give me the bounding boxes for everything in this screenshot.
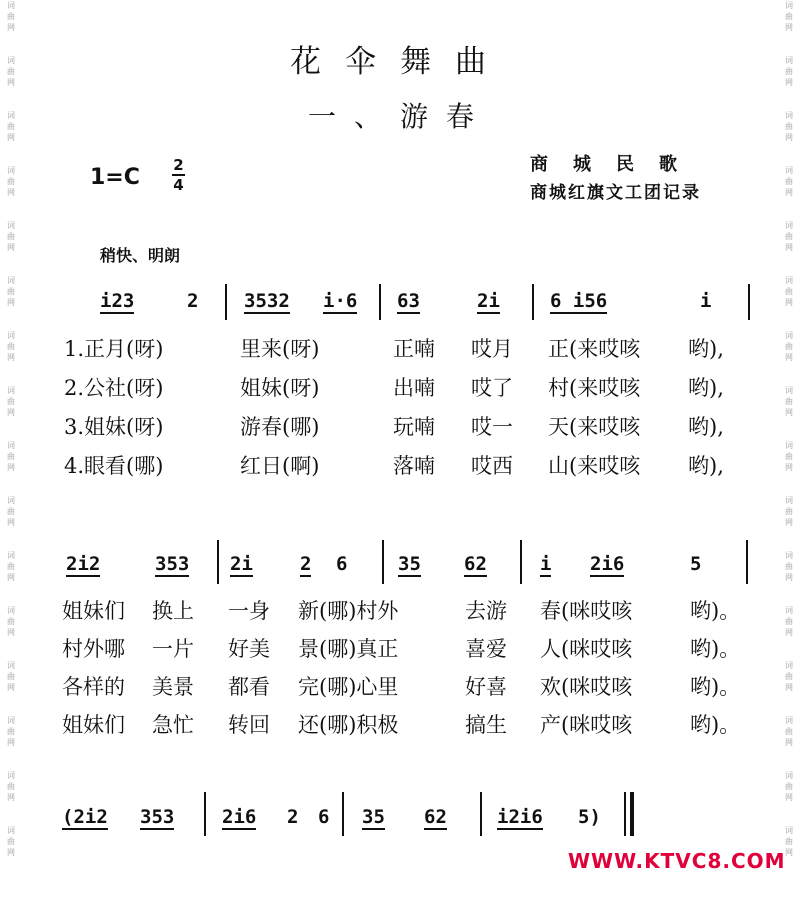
bar-line [225, 284, 227, 320]
note-group: 353 [140, 806, 175, 828]
site-watermark: WWW.KTVC8.COM [568, 849, 786, 873]
side-watermark-char: 网 [7, 243, 15, 252]
side-watermark-char: 词 [7, 826, 15, 835]
side-watermark-char: 词 [785, 716, 793, 725]
side-watermark-char: 网 [7, 23, 15, 32]
side-watermark-char: 网 [7, 408, 15, 417]
side-watermark-char: 曲 [785, 122, 793, 131]
side-watermark-char: 词 [7, 551, 15, 560]
side-watermark-char: 曲 [7, 452, 15, 461]
side-watermark-char: 词 [7, 661, 15, 670]
notation-row-1 [0, 290, 800, 330]
side-watermark-char: 网 [7, 188, 15, 197]
note-group: 2i [230, 553, 253, 575]
note-group: 63 [397, 290, 420, 312]
side-watermark-char: 曲 [785, 287, 793, 296]
note-group: 35 [362, 806, 385, 828]
side-watermark-char: 网 [785, 133, 793, 142]
lyric-segment: 转回 [228, 713, 270, 737]
lyric-segment: 村外哪 [62, 637, 125, 661]
notation-row-3 [0, 806, 800, 846]
verse-line-3 [0, 411, 800, 443]
bar-line [748, 284, 750, 320]
side-watermark-char: 网 [785, 298, 793, 307]
lyric-segment: 人(咪哎咳 [540, 637, 633, 661]
side-watermark-char: 网 [7, 573, 15, 582]
side-watermark-char: 网 [785, 23, 793, 32]
side-watermark-char: 词 [7, 331, 15, 340]
bar-line [746, 540, 748, 584]
side-watermark-char: 曲 [7, 397, 15, 406]
lyric-segment: 哎一 [471, 415, 513, 439]
side-watermark-char: 词 [7, 1, 15, 10]
side-watermark-char: 曲 [785, 342, 793, 351]
lyric-segment: 各样的 [62, 675, 125, 699]
song-subtitle: 一、游春 [307, 100, 492, 133]
lyric-segment: 急忙 [152, 713, 194, 737]
note-group: 2i6 [222, 806, 257, 828]
bar-line [532, 284, 534, 320]
side-watermark-char: 曲 [785, 782, 793, 791]
repeat-bar-thick [630, 792, 634, 836]
lyric-segment: 哟)。 [690, 637, 741, 661]
side-watermark-char: 词 [785, 276, 793, 285]
side-watermark-char: 词 [785, 826, 793, 835]
note-group: 2i6 [590, 553, 625, 575]
side-watermark-char: 词 [785, 551, 793, 560]
lyric-segment: 哟), [688, 376, 724, 400]
side-watermark-char: 网 [7, 738, 15, 747]
note-group: 2 [187, 290, 199, 312]
lyric-segment: 哎了 [471, 376, 513, 400]
lyric-segment: 天(来哎咳 [548, 415, 641, 439]
credit-recorder: 商城红旗文工团记录 [530, 183, 701, 203]
side-watermark-char: 网 [785, 463, 793, 472]
lyric-segment: 4.眼看(哪) [64, 454, 164, 478]
lyric-segment: 玩喃 [393, 415, 435, 439]
side-watermark-char: 词 [7, 221, 15, 230]
note-group: i [700, 290, 712, 312]
note-group: 2 [287, 806, 299, 828]
side-watermark-char: 词 [785, 111, 793, 120]
lyric-segment: 落喃 [393, 454, 435, 478]
lyric-segment: 出喃 [393, 376, 435, 400]
side-watermark-char: 曲 [785, 562, 793, 571]
side-watermark-char: 曲 [7, 12, 15, 21]
lyric-segment: 还(哪)积极 [298, 713, 399, 737]
lyric-segment: 完(哪)心里 [298, 675, 399, 699]
side-watermark-char: 词 [785, 331, 793, 340]
meter-top: 2 [173, 156, 184, 174]
verse2-line-4 [0, 709, 800, 741]
note-group: 6 [318, 806, 330, 828]
lyric-segment: 1.正月(呀) [64, 337, 164, 361]
note-group: 6 [336, 553, 348, 575]
lyric-segment: 3.姐妹(呀) [64, 415, 164, 439]
verse-line-1 [0, 333, 800, 365]
repeat-bar-thin [624, 792, 626, 836]
side-watermark-char: 曲 [785, 672, 793, 681]
side-watermark-char: 词 [7, 771, 15, 780]
side-watermark-char: 曲 [785, 232, 793, 241]
side-watermark-char: 曲 [785, 452, 793, 461]
verse2-line-2 [0, 633, 800, 665]
lyric-segment: 里来(呀) [240, 337, 320, 361]
note-group: 353 [155, 553, 190, 575]
side-watermark-char: 网 [785, 573, 793, 582]
side-watermark-char: 网 [7, 518, 15, 527]
side-watermark-char: 词 [7, 716, 15, 725]
side-watermark-char: 曲 [785, 177, 793, 186]
bar-line [204, 792, 206, 836]
bar-line [342, 792, 344, 836]
side-watermark-char: 词 [785, 221, 793, 230]
side-watermark-char: 曲 [785, 397, 793, 406]
verse2-line-1 [0, 595, 800, 627]
lyric-segment: 哎月 [471, 337, 513, 361]
lyric-segment: 一身 [228, 599, 270, 623]
side-watermark-char: 曲 [785, 67, 793, 76]
bar-line [480, 792, 482, 836]
lyric-segment: 姐妹们 [62, 713, 125, 737]
side-watermark-char: 曲 [7, 67, 15, 76]
lyric-segment: 好美 [228, 637, 270, 661]
bar-line [379, 284, 381, 320]
note-group: 2i2 [66, 553, 101, 575]
lyric-segment: 春(咪哎咳 [540, 599, 633, 623]
side-watermark-char: 曲 [785, 617, 793, 626]
side-watermark-char: 网 [785, 793, 793, 802]
side-watermark-char: 网 [7, 683, 15, 692]
side-watermark-char: 词 [785, 771, 793, 780]
lyric-segment: 哟), [688, 415, 724, 439]
note-group: 62 [424, 806, 447, 828]
lyric-segment: 姐妹(呀) [240, 376, 320, 400]
lyric-segment: 去游 [465, 599, 507, 623]
lyric-segment: 哟)。 [690, 675, 741, 699]
side-watermark-char: 曲 [7, 287, 15, 296]
bar-line [217, 540, 219, 584]
side-watermark-char: 网 [7, 463, 15, 472]
lyric-segment: 2.公社(呀) [64, 376, 164, 400]
lyric-segment: 都看 [228, 675, 270, 699]
lyric-segment: 景(哪)真正 [298, 637, 399, 661]
side-watermark-char: 曲 [785, 727, 793, 736]
lyric-segment: 好喜 [465, 675, 507, 699]
side-watermark-text [780, 495, 798, 528]
bar-line [382, 540, 384, 584]
side-watermark-char: 网 [785, 628, 793, 637]
side-watermark-char: 网 [785, 188, 793, 197]
lyric-segment: 产(咪哎咳 [540, 713, 633, 737]
note-group: 6 i56 [550, 290, 608, 312]
note-group: 2i [477, 290, 500, 312]
side-watermark-char: 网 [785, 518, 793, 527]
lyric-segment: 哟), [688, 454, 724, 478]
side-watermark-char: 网 [785, 848, 793, 857]
note-group: i [540, 553, 552, 575]
lyric-segment: 哟), [688, 337, 724, 361]
side-watermark-text [780, 770, 798, 803]
lyric-segment: 正喃 [393, 337, 435, 361]
side-watermark-char: 曲 [7, 562, 15, 571]
side-watermark-char: 词 [7, 386, 15, 395]
lyric-segment: 新(哪)村外 [298, 599, 399, 623]
side-watermark-char: 曲 [7, 837, 15, 846]
lyric-segment: 哟)。 [690, 599, 741, 623]
side-watermark-char: 曲 [7, 727, 15, 736]
lyric-segment: 红日(啊) [240, 454, 320, 478]
side-watermark-char: 词 [7, 496, 15, 505]
credit-origin: 商城民歌 [530, 154, 702, 175]
side-watermark-text [780, 220, 798, 253]
side-watermark-char: 曲 [7, 177, 15, 186]
tempo-marking: 稍快、明朗 [100, 246, 181, 265]
notation-row-2 [0, 553, 800, 593]
side-watermark-char: 曲 [785, 837, 793, 846]
note-group: 62 [464, 553, 487, 575]
note-group: 3532 [244, 290, 290, 312]
lyric-segment: 村(来哎咳 [548, 376, 641, 400]
side-watermark-char: 网 [785, 78, 793, 87]
verse2-line-3 [0, 671, 800, 703]
side-watermark-char: 曲 [7, 672, 15, 681]
side-watermark-char: 网 [7, 78, 15, 87]
note-group: 2 [300, 553, 312, 575]
lyric-segment: 欢(咪哎咳 [540, 675, 633, 699]
side-watermark-char: 网 [785, 243, 793, 252]
side-watermark-char: 词 [785, 56, 793, 65]
side-watermark-char: 网 [7, 848, 15, 857]
note-group: i2i6 [497, 806, 543, 828]
lyric-segment: 换上 [152, 599, 194, 623]
note-group: 35 [398, 553, 421, 575]
note-group: 5 [690, 553, 702, 575]
meter-bottom: 4 [173, 176, 184, 194]
time-signature [172, 157, 185, 193]
side-watermark-char: 词 [7, 56, 15, 65]
side-watermark-text [2, 0, 20, 33]
side-watermark-char: 曲 [7, 232, 15, 241]
side-watermark-char: 词 [7, 111, 15, 120]
verse-line-4 [0, 450, 800, 482]
lyric-segment: 正(来哎咳 [548, 337, 641, 361]
side-watermark-char: 曲 [7, 617, 15, 626]
lyric-segment: 搞生 [465, 713, 507, 737]
side-watermark-char: 曲 [785, 507, 793, 516]
side-watermark-char: 词 [7, 606, 15, 615]
side-watermark-char: 曲 [785, 12, 793, 21]
side-watermark-char: 网 [7, 298, 15, 307]
side-watermark-char: 词 [785, 386, 793, 395]
lyric-segment: 哟)。 [690, 713, 741, 737]
verse-line-2 [0, 372, 800, 404]
lyric-segment: 美景 [152, 675, 194, 699]
side-watermark-char: 曲 [7, 782, 15, 791]
note-group: i·6 [323, 290, 358, 312]
side-watermark-char: 网 [785, 738, 793, 747]
lyric-segment: 游春(哪) [240, 415, 320, 439]
song-title: 花伞舞曲 [290, 44, 510, 80]
side-watermark-char: 网 [7, 793, 15, 802]
side-watermark-char: 词 [785, 496, 793, 505]
side-watermark-char: 词 [785, 441, 793, 450]
key-signature: 1=C [90, 165, 140, 190]
side-watermark-char: 网 [785, 353, 793, 362]
side-watermark-char: 网 [7, 133, 15, 142]
bar-line [520, 540, 522, 584]
side-watermark-char: 曲 [7, 122, 15, 131]
lyric-segment: 哎西 [471, 454, 513, 478]
note-group: 5) [578, 806, 601, 828]
side-watermark-char: 词 [785, 1, 793, 10]
side-watermark-char: 网 [7, 353, 15, 362]
side-watermark-char: 网 [785, 408, 793, 417]
lyric-segment: 一片 [152, 637, 194, 661]
lyric-segment: 喜爱 [465, 637, 507, 661]
side-watermark-char: 词 [785, 661, 793, 670]
side-watermark-char: 曲 [7, 342, 15, 351]
side-watermark-text [2, 165, 20, 198]
side-watermark-char: 网 [7, 628, 15, 637]
side-watermark-char: 词 [7, 166, 15, 175]
side-watermark-char: 词 [785, 606, 793, 615]
side-watermark-char: 词 [785, 166, 793, 175]
side-watermark-char: 词 [7, 276, 15, 285]
side-watermark-text [780, 165, 798, 198]
lyric-segment: 姐妹们 [62, 599, 125, 623]
side-watermark-char: 词 [7, 441, 15, 450]
side-watermark-char: 网 [785, 683, 793, 692]
side-watermark-char: 曲 [7, 507, 15, 516]
note-group: (2i2 [62, 806, 108, 828]
side-watermark-text [2, 220, 20, 253]
lyric-segment: 山(来哎咳 [548, 454, 641, 478]
note-group: i23 [100, 290, 135, 312]
side-watermark-text [780, 0, 798, 33]
